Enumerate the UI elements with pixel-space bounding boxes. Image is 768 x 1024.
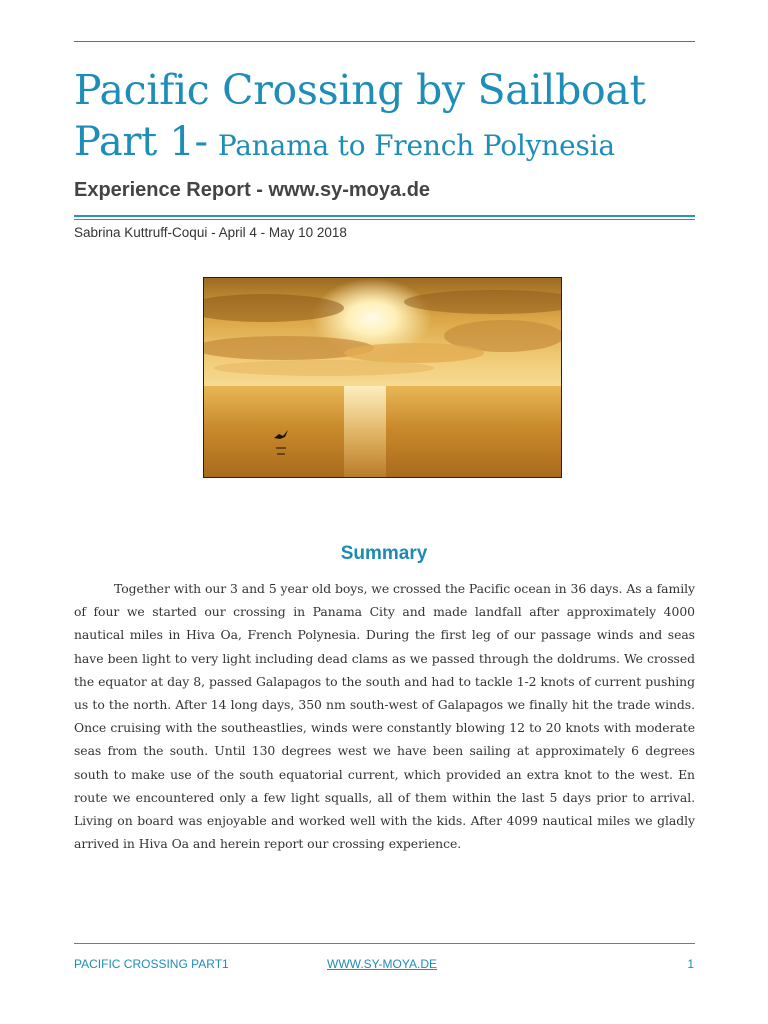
document-title-part xyxy=(74,118,615,170)
header-divider xyxy=(74,215,695,220)
document-subtitle: Experience Report - www.sy-moya.de xyxy=(74,179,431,201)
summary-paragraph: Together with our 3 and 5 year old boys, we crossed the Pacific ocean in 36 days. As a family of four we started our crossing in Panama City and made landfall after approximately 4000 nautical miles in Hiva Oa, French Polynesia. During the first leg of our passage winds and seas have been light to very light including dead clams as we passed through the doldrums. We crossed the equator at day 8, passed Galapagos to the south and had to tackle 1-2 knots of current pushing us to the north. After 14 long days, 350 nm south-west of Galapagos we finally hit the trade winds. Once cruising with the southeastlies, winds were constantly blowing 12 to 20 knots with moderate seas from the south. Until 130 degrees west we have been sailing at approximately 6 degrees south to make use of the south equatorial current, which provided an extra knot to the west. En route we encountered only a few light squalls, all of them within the last 5 days prior to arrival. Living on board was enjoyable and worked well with the kids. After 4099 nautical miles we gladly arrived in Hiva Oa and herein report our crossing experience. xyxy=(74,581,695,852)
summary-heading: Summary xyxy=(340,543,428,564)
title-part-label: Part 1- xyxy=(74,119,208,165)
page-number: 1 xyxy=(687,957,694,971)
sunset-photo xyxy=(203,277,562,478)
title-part-subtitle: Panama to French Polynesia xyxy=(217,129,615,162)
footer-rule xyxy=(74,943,695,944)
document-title: Pacific Crossing by Sailboat xyxy=(74,66,646,114)
top-rule xyxy=(74,41,695,42)
footer-website-link[interactable]: WWW.SY-MOYA.DE xyxy=(327,957,438,971)
author-date-line: Sabrina Kuttruff-Coqui - April 4 - May 10 2018 xyxy=(74,225,347,240)
footer-document-name: PACIFIC CROSSING PART1 xyxy=(74,957,229,971)
